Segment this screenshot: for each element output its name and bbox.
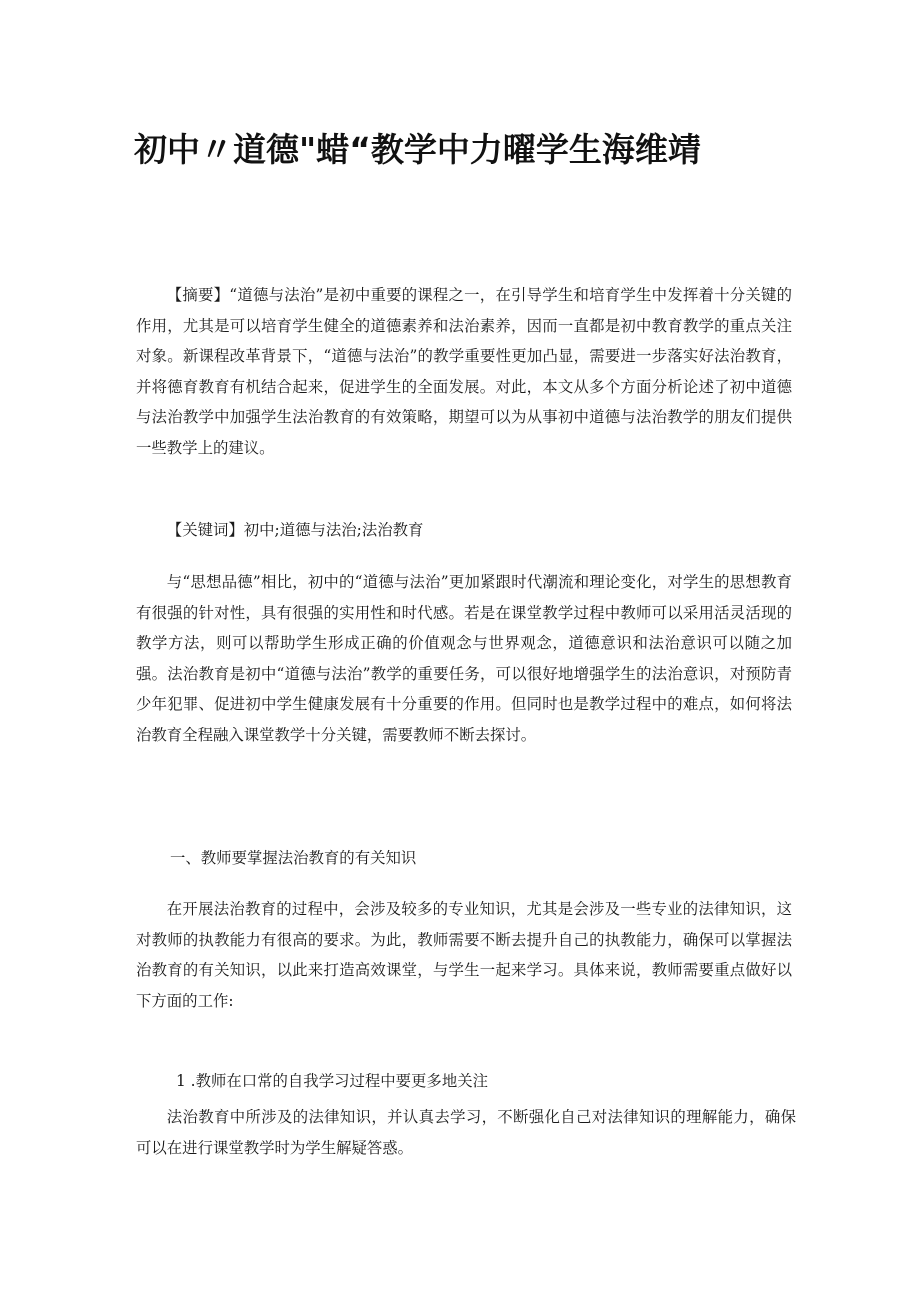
section-1-body: 在开展法治教育的过程中，会涉及较多的专业知识，尤其是会涉及一些专业的法律知识，这对教师的执教能力有很高的要求。为此，教师需要不断去提升自己的执教能力，确保可以掌握法治教育的有关知识，以此来打造高效课堂，与学生一起来学习。具体来说，教师需要重点做好以下方面的工作: <box>136 900 792 1010</box>
intro-paragraph: 与“思想品德”相比，初中的“道德与法治”更加紧跟时代潮流和理论变化，对学生的思想教育有很强的针对性，具有很强的实用性和时代感。若是在课堂教学过程中教师可以采用活灵活现的教学方法，则可以帮助学生形成正确的价值观念与世界观念，道德意识和法治意识可以随之加强。法治教育是初中“道德与法治”教学的重要任务，可以很好地增强学生的法治意识，对预防青少年犯罪、促进初中学生健康发展有十分重要的作用。但同时也是教学过程中的难点，如何将法治教育全程融入课堂教学十分关键，需要教师不断去探讨。 <box>136 573 792 744</box>
subsection-1-heading: 1 .教师在口常的自我学习过程中要更多地关注 <box>176 1072 488 1090</box>
section-1-heading: 一、教师要掌握法治教育的有关知识 <box>170 849 417 867</box>
abstract-paragraph: 【摘要】“道德与法治”是初中重要的课程之一，在引导学生和培育学生中发挥着十分关键的作用，尤其是可以培育学生健全的道德素养和法治素养，因而一直都是初中教育教学的重点关注对象。新课程改革背景下，“道德与法治”的教学重要性更加凸显，需要进一步落实好法治教育，并将德育教育有机结合起来，促进学生的全面发展。对此，本文从多个方面分析论述了初中道德与法治教学中加强学生法治教育的有效策略，期望可以为从事初中道德与法治教学的朋友们提供一些教学上的建议。 <box>136 286 792 457</box>
document-title: 初中〃道德"蜡“教学中力曜学生海维靖 <box>134 130 701 169</box>
subsection-1-body: 法治教育中所涉及的法律知识，并认真去学习，不断强化自己对法律知识的理解能力，确保可以在进行课堂教学时为学生解疑答惑。 <box>136 1108 796 1157</box>
keywords-paragraph: 【关键词】初中;道德与法治;法治教育 <box>166 521 424 539</box>
